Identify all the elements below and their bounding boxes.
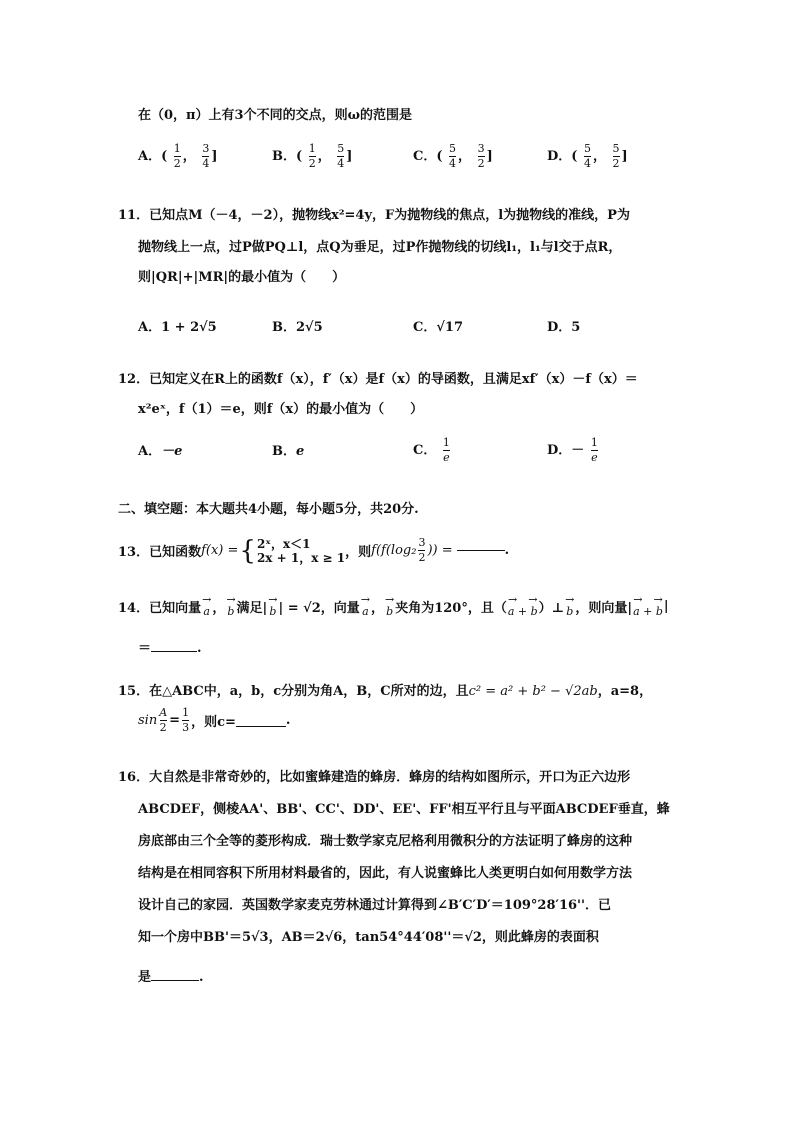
- q12-line2: x²eˣ，f（1）＝e，则f（x）的最小值为（ ）: [138, 402, 424, 417]
- section-title: 二、填空题：本大题共4小题，每小题5分，共20分.: [118, 502, 419, 517]
- q12-option-a: A．－e: [138, 444, 183, 459]
- q15-line1: 15．在△ABC中，a，b，c分别为角A，B，C所对的边，且c² = a² + b² − √2ab，a=8，: [118, 684, 653, 699]
- q14-line2: ＝ .: [138, 641, 202, 656]
- q15-answer-blank[interactable]: [236, 726, 286, 727]
- q11-option-a: A．1 + 2√5: [138, 320, 217, 335]
- q10-option-c: C．( $\frac{5}{4}$ ， $\frac{3}{2}$ ]: [413, 142, 493, 170]
- q16-line1: 16．大自然是非常奇妙的，比如蜜蜂建造的蜂房．蜂房的结构如图所示，开口为正六边形: [118, 770, 631, 785]
- q13-answer-blank[interactable]: [457, 550, 505, 551]
- q16-line7: 是 .: [138, 970, 204, 985]
- q16-line2: ABCDEF，侧棱AA'、BB'、CC'、DD'、EE'、FF'相互平行且与平面ABCDEF垂直，蜂: [138, 802, 670, 817]
- q10-option-d: D．( $\frac{5}{4}$ ， $\frac{5}{2}$ ]: [547, 142, 628, 170]
- q11-line3: 则|QR|+|MR|的最小值为（ ）: [138, 270, 346, 285]
- q11-option-b: B．2√5: [272, 320, 323, 335]
- q14-answer-blank[interactable]: [151, 651, 197, 652]
- q14-line1: 14．已知向量 → a ， → b 满足| → b | = √2，向量 → a ， → b 夹角为120°，且（ → → a + b ）⊥ → b ，则向量| → → a + b |: [118, 593, 669, 618]
- q13-line: 13．已知函数 f(x) = { 2ˣ，x＜1 2x + 1，x ≥ 1 ，则 f(f(log₂ $\frac{3}{2}$ )) = .: [118, 535, 510, 566]
- q11-option-c: C．√17: [413, 320, 463, 335]
- q16-line5: 设计自己的家园．英国数学家麦克劳林通过计算得到∠B′C′D′＝109°28′16''．已: [138, 898, 611, 913]
- q10-option-a: A．( $\frac{1}{2}$ ， $\frac{3}{4}$ ]: [138, 142, 218, 170]
- q11-line1: 11．已知点M（－4，－2），抛物线x²=4y，F为抛物线的焦点，l为抛物线的准线，P为: [118, 208, 630, 223]
- q15-line2: sin $\frac{A}{2}$ = $\frac{1}{3}$ ，则c= .: [138, 706, 291, 734]
- q16-line4: 结构是在相同容积下所用材料最省的，因此，有人说蜜蜂比人类更明白如何用数学方法: [138, 866, 633, 881]
- q16-line6: 知一个房中BB'＝5√3，AB＝2√6，tan54°44′08''＝√2，则此蜂房的表面积: [138, 930, 599, 945]
- q12-line1: 12．已知定义在R上的函数f（x），f′（x）是f（x）的导函数，且满足xf′（x）－f（x）＝: [118, 372, 638, 387]
- q10-stem: 在（0，π）上有3个不同的交点，则ω的范围是: [138, 108, 412, 123]
- q16-answer-blank[interactable]: [151, 980, 199, 981]
- q12-option-d: D．－ $\frac{1}{e}$: [547, 436, 598, 464]
- q10-option-b: B．( $\frac{1}{2}$ ， $\frac{5}{4}$ ]: [272, 142, 353, 170]
- q12-option-b: B．e: [272, 444, 305, 459]
- q11-line2: 抛物线上一点，过P做PQ⊥l，点Q为垂足，过P作抛物线的切线l₁，l₁与l交于点R，: [138, 240, 622, 255]
- q16-line3: 房底部由三个全等的菱形构成．瑞士数学家克尼格利用微积分的方法证明了蜂房的这种: [138, 834, 633, 849]
- q11-option-d: D．5: [547, 320, 581, 335]
- q12-option-c: C． $\frac{1}{e}$: [413, 436, 450, 464]
